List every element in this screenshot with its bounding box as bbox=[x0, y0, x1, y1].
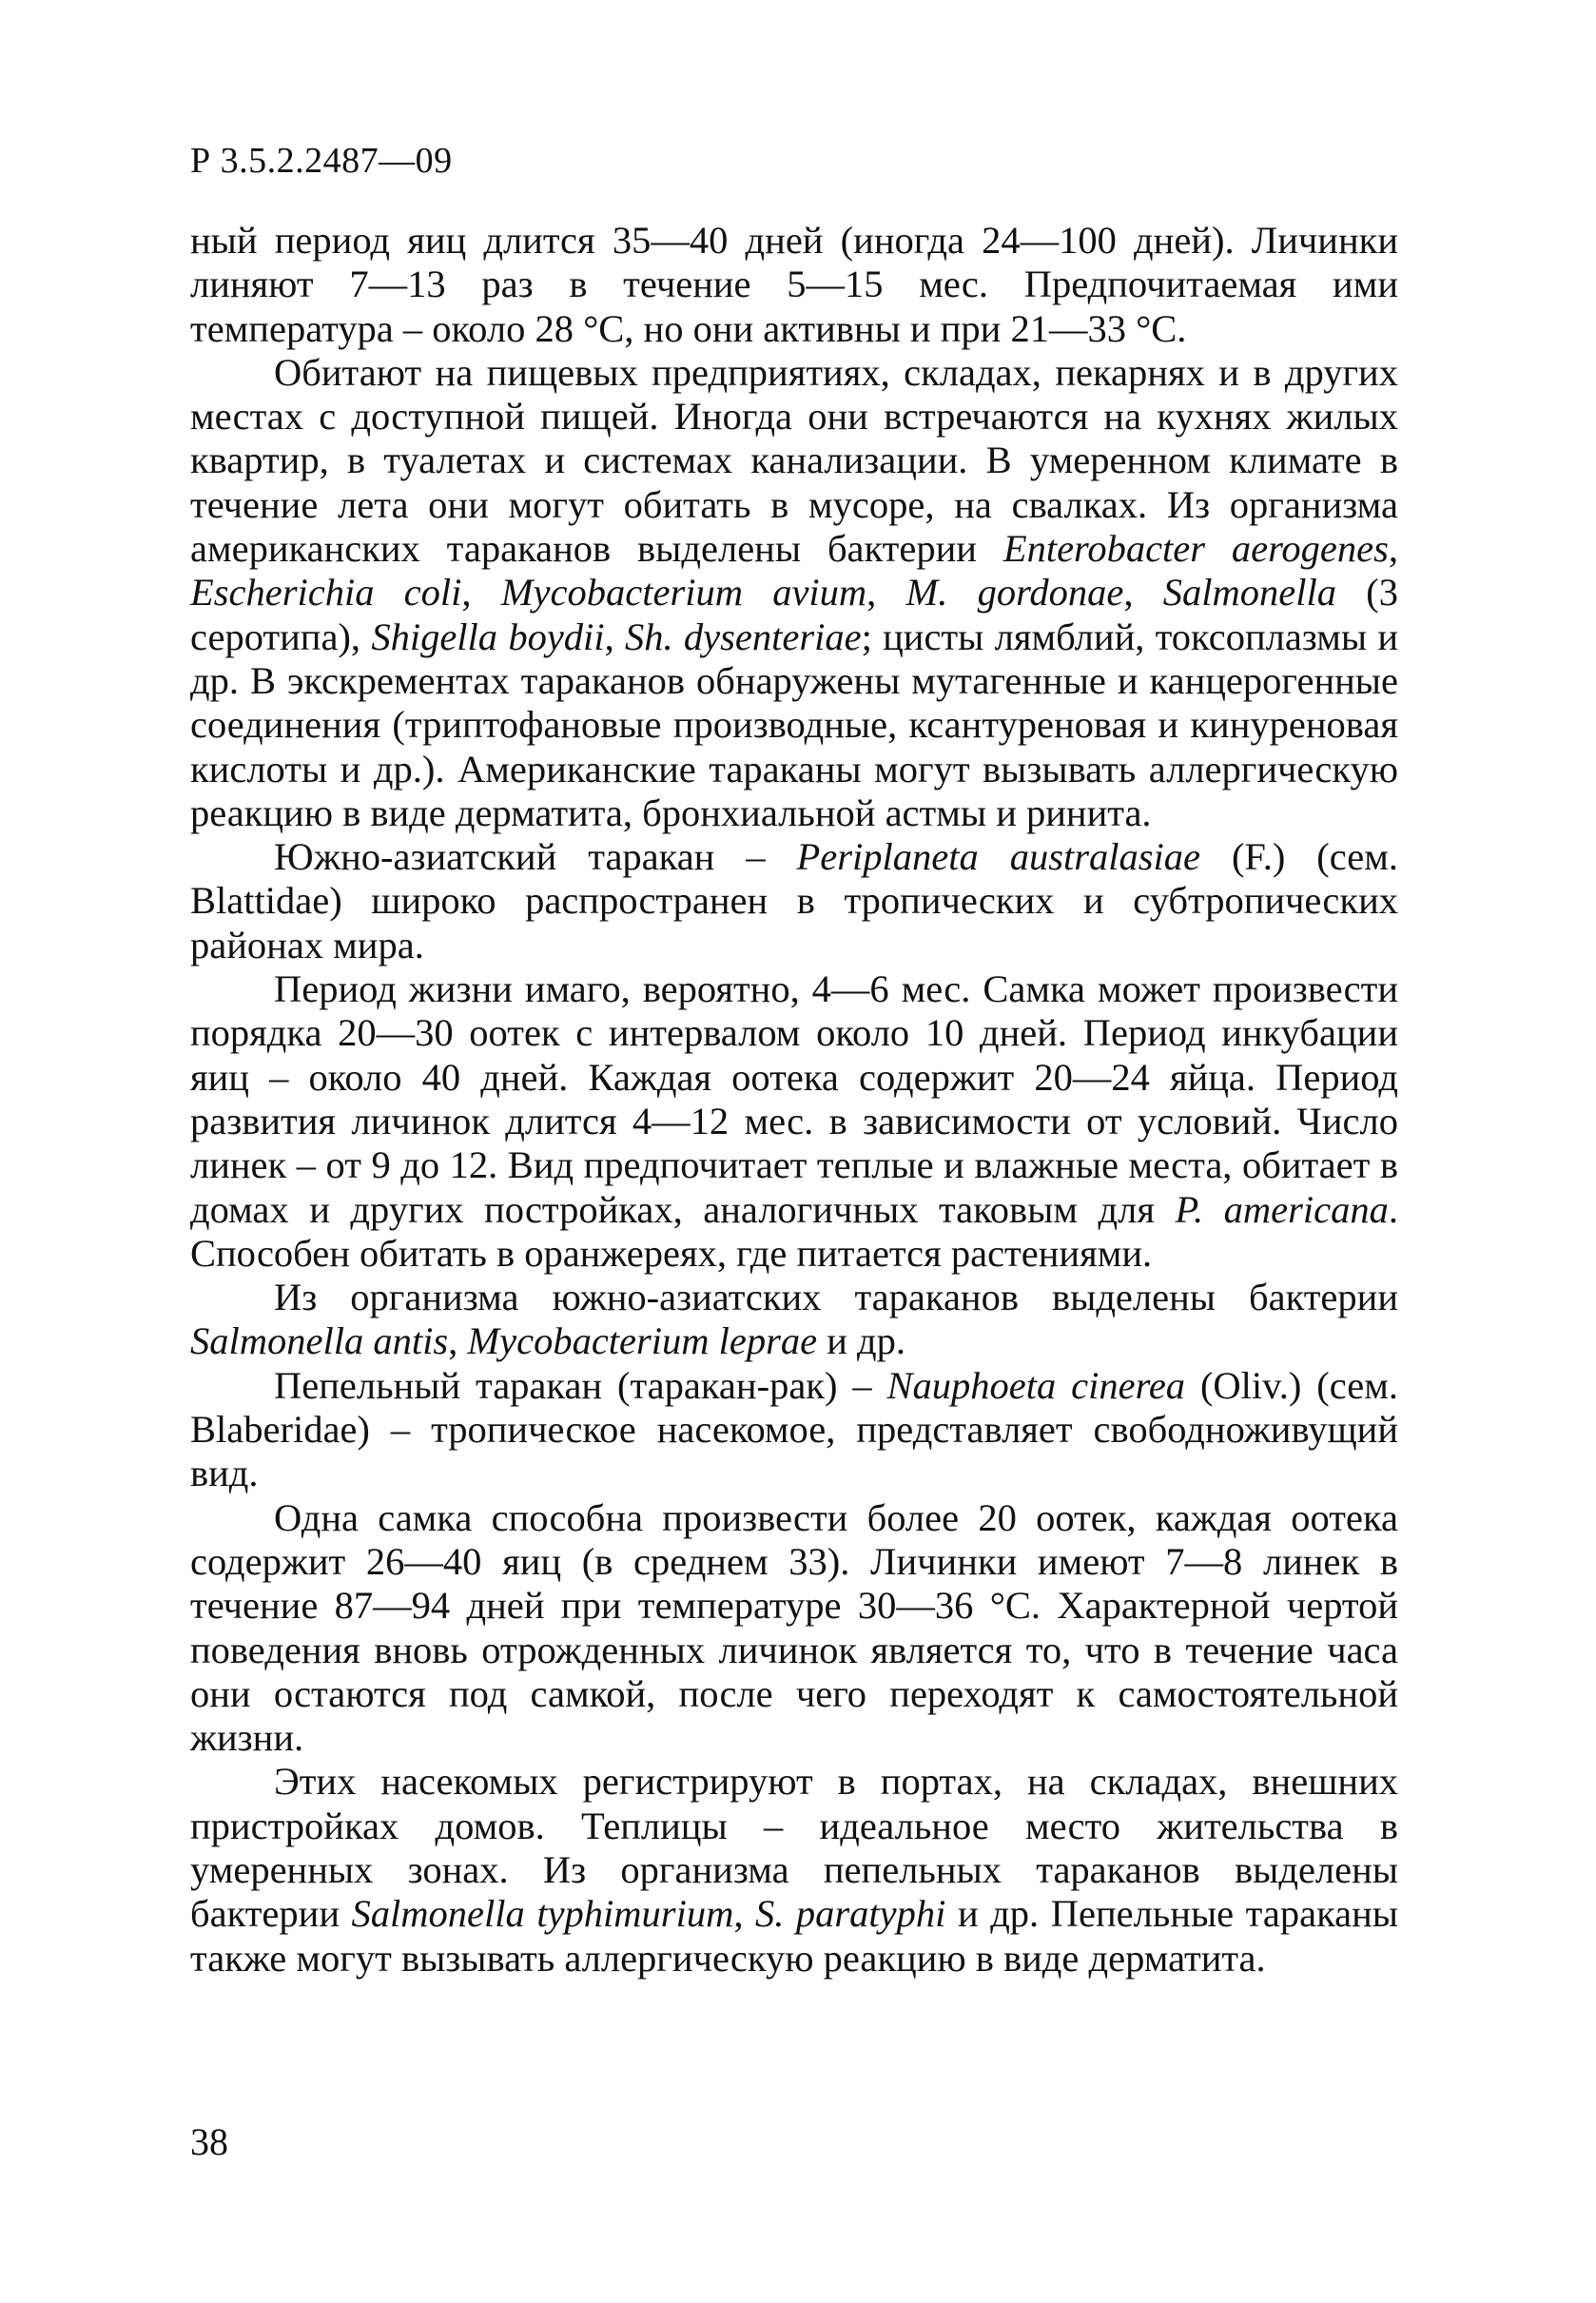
text-segment: ; цисты лямблий, токсоплазмы и др. В экскрементах тараканов обнаружены мутагенные и канцерогенные соединения (триптофановые производные, ксантуреновая и кинуреновая кислоты и др.). Американские тараканы могут вызывать аллергическую реакцию в виде дерматита, бронхиальной астмы и ринита. bbox=[190, 615, 1399, 834]
text-segment: Этих насекомых регистрируют в портах, на складах, внешних пристройках домов. Теплицы – идеальное место жительства в умеренных зонах. Из организма пепельных тараканов выделены бактерии bbox=[190, 1760, 1398, 1936]
text-segment: Одна самка способна произвести более 20 оотек, каждая оотека содержит 26—40 яиц (в среднем 33). Личинки имеют 7—8 линек в течение 87—94 дней при температуре 30—36 °С. Характерной чертой поведения вновь отрожденных личинок является то, что в течение часа они остаются под самкой, после чего переходят к самостоятельной жизни. bbox=[190, 1495, 1398, 1760]
text-segment: (3 серотипа), bbox=[190, 571, 1398, 658]
species-name: Mycobacterium leprae bbox=[467, 1319, 818, 1363]
text-segment: и др. bbox=[817, 1319, 906, 1363]
paragraph bbox=[190, 351, 1398, 835]
species-name: Periplaneta australasiae bbox=[796, 835, 1200, 879]
text-segment: , bbox=[1388, 527, 1398, 571]
text-segment: и др. Пепельные тараканы также могут вызывать аллергическую реакцию в виде дерматита. bbox=[190, 1892, 1398, 1980]
species-name: S. paratyphi bbox=[755, 1892, 946, 1936]
species-name: Salmonella bbox=[1162, 571, 1336, 615]
text-segment: , bbox=[448, 1319, 468, 1363]
paragraph bbox=[190, 1760, 1398, 1980]
text-segment: Период жизни имаго, вероятно, 4—6 мес. Самка может произвести порядка 20—30 оотек с интервалом около 10 дней. Период инкубации яиц – около 40 дней. Каждая оотека содержит 20—24 яйца. Период развития личинок длится 4—12 мес. в зависимости от условий. Число линек – от 9 до 12. Вид предпочитает теплые и влажные места, обитает в домах и других постройках, аналогичных таковым для bbox=[190, 967, 1398, 1231]
species-name: Salmonella antis bbox=[190, 1319, 449, 1363]
text-segment: , bbox=[1123, 571, 1163, 615]
text-segment: Обитают на пищевых предприятиях, складах, пекарнях и в других местах с доступной пищей. Иногда они встречаются на кухнях жилых квартир, в туалетах и системах канализации. В умеренном климате в течение лета они могут обитать в мусоре, на свалках. Из организма американских тараканов выделены бактерии bbox=[190, 350, 1398, 571]
text-segment: Южно-азиатский таракан – bbox=[274, 835, 797, 879]
species-name: M. gordonae bbox=[905, 571, 1124, 615]
species-name: Salmonella typhimurium bbox=[351, 1892, 734, 1936]
text-segment: , bbox=[604, 615, 625, 658]
text-segment: . Способен обитать в оранжереях, где питается растениями. bbox=[190, 1187, 1399, 1275]
species-name: Escherichia coli bbox=[190, 571, 462, 615]
species-name: Mycobacterium avium bbox=[500, 571, 867, 615]
text-segment: Пепельный таракан (таракан-рак) – bbox=[274, 1363, 887, 1407]
page-number: 38 bbox=[190, 2120, 228, 2163]
paragraph bbox=[190, 967, 1398, 1276]
text-segment: , bbox=[461, 571, 501, 615]
paragraph bbox=[190, 1496, 1398, 1761]
paragraph bbox=[190, 1364, 1398, 1496]
species-name: P. americana bbox=[1175, 1187, 1389, 1231]
paragraph bbox=[190, 835, 1398, 967]
paragraph bbox=[190, 219, 1398, 351]
species-name: Shigella boydii bbox=[371, 615, 605, 658]
text-segment: Из организма южно-азиатских тараканов выделены бактерии bbox=[274, 1276, 1398, 1319]
document-code-header: Р 3.5.2.2487—09 bbox=[190, 141, 453, 181]
species-name: Enterobacter aerogenes bbox=[1002, 527, 1389, 571]
text-segment: (F.) (сем. Blattidae) широко распространен в тропических и субтропических районах мира. bbox=[190, 835, 1398, 966]
paragraph bbox=[190, 1276, 1398, 1364]
species-name: Sh. dysenteriae bbox=[624, 615, 862, 658]
body-text bbox=[190, 219, 1398, 1981]
text-segment: , bbox=[733, 1892, 755, 1936]
text-segment: ный период яиц длится 35—40 дней (иногда 24—100 дней). Личинки линяют 7—13 раз в течение 5—15 мес. Предпочитаемая ими температура – около 28 °С, но они активны и при 21—33 °С. bbox=[190, 219, 1398, 350]
species-name: Nauphoeta cinerea bbox=[886, 1363, 1186, 1407]
text-segment: (Oliv.) (сем. Blaberidae) – тропическое насекомое, представляет свободноживущий вид. bbox=[190, 1363, 1398, 1495]
text-segment: , bbox=[866, 571, 906, 615]
